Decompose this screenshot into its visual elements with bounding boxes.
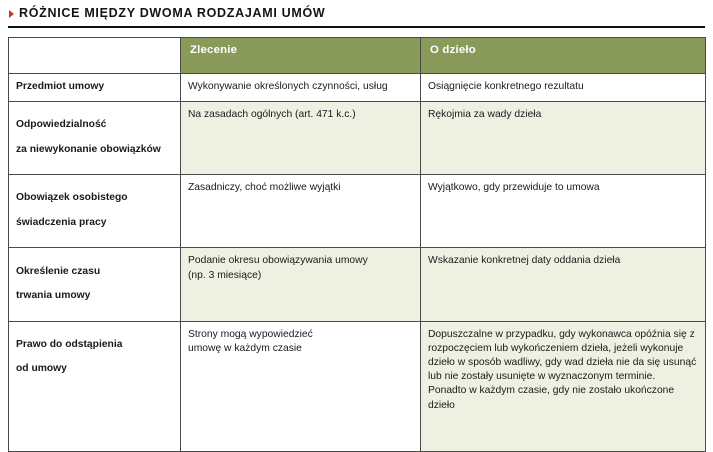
title-divider <box>8 26 705 28</box>
row-label-line-1: Określenie czasu <box>16 265 101 277</box>
cell-dzielo-odstapienie <box>421 321 706 451</box>
row-label-line-1: Odpowiedzialność <box>16 119 107 130</box>
cell-paragraph-1: Dopuszczalne w przypadku, gdy wykonawca opóźnia się z rozpoczęciem lub wykończeniem dzieła, jeżeli wykonuje dzieło w sposób wadliwy, gdy wad dzieła nie da się usunąć lub nie zostały usunięte w wyznaczonym terminie. <box>428 328 697 383</box>
table-row <box>9 175 706 248</box>
cell-dzielo-czas: Wskazanie konkretnej daty oddania dzieła <box>421 248 706 321</box>
cell-zlecenie-przedmiot: Wykonywanie określonych czynności, usług <box>181 73 421 101</box>
row-label-line-2: świadczenia pracy <box>16 216 107 228</box>
row-label-line-1: Obowiązek osobistego <box>16 192 128 204</box>
table-header-zlecenie: Zlecenie <box>181 37 421 73</box>
page-title-text: RÓŻNICE MIĘDZY DWOMA RODZAJAMI UMÓW <box>19 6 326 20</box>
row-label-prawo-odstapienia <box>9 321 181 451</box>
row-label-line-2: za niewykonanie obowiązków <box>16 143 161 155</box>
cell-zlecenie-czas <box>181 248 421 321</box>
row-label-line-2: trwania umowy <box>16 290 91 302</box>
bullet-marker-icon <box>9 10 14 18</box>
cell-zlecenie-odstapienie <box>181 321 421 451</box>
cell-line-2: umowę w każdym czasie <box>188 342 302 354</box>
table-row <box>9 321 706 451</box>
cell-paragraph-2: Ponadto w każdym czasie, gdy nie zostało ukończone dzieło <box>428 385 675 411</box>
table-row <box>9 248 706 321</box>
cell-dzielo-przedmiot: Osiągnięcie konkretnego rezultatu <box>421 73 706 101</box>
cell-line-2: (np. 3 miesiące) <box>188 269 262 281</box>
table-header-row <box>9 37 706 73</box>
row-label-przedmiot-umowy: Przedmiot umowy <box>9 73 181 101</box>
cell-line-1: Strony mogą wypowiedzieć <box>188 328 313 340</box>
table-header-dzielo: O dzieło <box>421 37 706 73</box>
row-label-line-1: Prawo do odstąpienia <box>16 338 123 350</box>
row-label-odpowiedzialnosc <box>9 101 181 174</box>
cell-dzielo-odpowiedzialnosc: Rękojmia za wady dzieła <box>421 101 706 174</box>
table-row <box>9 73 706 101</box>
row-label-line-2: od umowy <box>16 363 67 375</box>
comparison-table <box>8 37 706 452</box>
cell-dzielo-obowiazek: Wyjątkowo, gdy przewiduje to umowa <box>421 175 706 248</box>
page-title <box>8 6 705 20</box>
cell-zlecenie-odpowiedzialnosc: Na zasadach ogólnych (art. 471 k.c.) <box>181 101 421 174</box>
table-header-blank <box>9 37 181 73</box>
cell-line-1: Podanie okresu obowiązywania umowy <box>188 255 368 267</box>
table-row <box>9 101 706 174</box>
row-label-obowiazek-osobistego <box>9 175 181 248</box>
row-label-okreslenie-czasu <box>9 248 181 321</box>
cell-zlecenie-obowiazek: Zasadniczy, choć możliwe wyjątki <box>181 175 421 248</box>
